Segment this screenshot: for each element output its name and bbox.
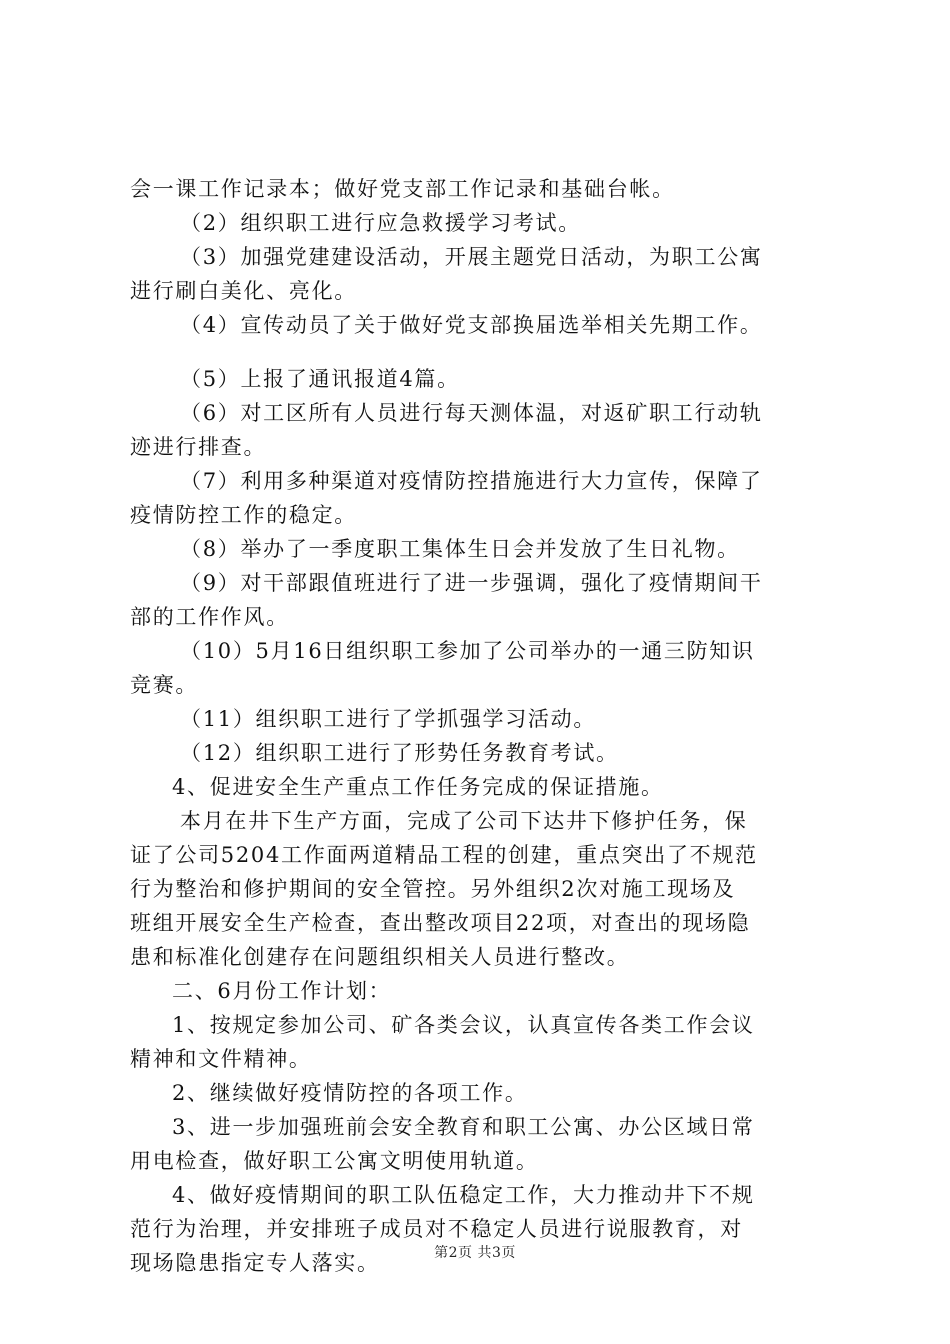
page-footer: 第2页 共3页 [434, 1245, 516, 1261]
list-item-6-continued: 迹进行排查。 [130, 435, 267, 459]
paragraph-line: 证了公司5204工作面两道精品工程的创建，重点突出了不规范 [130, 843, 758, 867]
list-item-3-continued: 进行刷白美化、亮化。 [130, 279, 357, 303]
plan-item-2: 2、继续做好疫情防控的各项工作。 [172, 1081, 528, 1105]
list-item-11: （11）组织职工进行了学抓强学习活动。 [180, 707, 597, 731]
plan-item-1: 1、按规定参加公司、矿各类会议，认真宣传各类工作会议 [172, 1013, 755, 1037]
list-item-10: （10）5月16日组织职工参加了公司举办的一通三防知识 [180, 639, 755, 663]
list-item-2: （2）组织职工进行应急救援学习考试。 [180, 211, 581, 235]
list-item-4: （4）宣传动员了关于做好党支部换届选举相关先期工作。 [180, 313, 763, 337]
list-item-7-continued: 疫情防控工作的稳定。 [130, 503, 357, 527]
plan-item-1-continued: 精神和文件精神。 [130, 1047, 312, 1071]
list-item-8: （8）举办了一季度职工集体生日会并发放了生日礼物。 [180, 537, 740, 561]
list-item-10-continued: 竞赛。 [130, 673, 199, 697]
list-item-9-continued: 部的工作作风。 [130, 605, 289, 629]
section-heading-plan: 二、6月份工作计划： [172, 979, 392, 1003]
list-item-12: （12）组织职工进行了形势任务教育考试。 [180, 741, 619, 765]
list-item-6: （6）对工区所有人员进行每天测体温，对返矿职工行动轨 [180, 401, 763, 425]
paragraph-line: 患和标准化创建存在问题组织相关人员进行整改。 [130, 945, 630, 969]
paragraph-line: 班组开展安全生产检查，查出整改项目22项，对查出的现场隐 [130, 911, 751, 935]
paragraph-line: 会一课工作记录本；做好党支部工作记录和基础台帐。 [130, 177, 675, 201]
plan-item-4: 4、做好疫情期间的职工队伍稳定工作，大力推动井下不规 [172, 1183, 755, 1207]
list-item-3: （3）加强党建建设活动，开展主题党日活动，为职工公寓 [180, 245, 763, 269]
list-item-7: （7）利用多种渠道对疫情防控措施进行大力宣传，保障了 [180, 469, 763, 493]
plan-item-3: 3、进一步加强班前会安全教育和职工公寓、办公区域日常 [172, 1115, 755, 1139]
paragraph-line: 行为整治和修护期间的安全管控。另外组织2次对施工现场及 [130, 877, 736, 901]
list-item-9: （9）对干部跟值班进行了进一步强调，强化了疫情期间干 [180, 571, 763, 595]
document-body [130, 172, 830, 1280]
blank-spacer [130, 342, 830, 362]
plan-item-4-continued: 范行为治理，并安排班子成员对不稳定人员进行说服教育，对 [130, 1217, 743, 1241]
plan-item-3-continued: 用电检查，做好职工公寓文明使用轨道。 [130, 1149, 539, 1173]
section-heading-4: 4、促进安全生产重点工作任务完成的保证措施。 [172, 775, 664, 799]
paragraph-line: 本月在井下生产方面，完成了公司下达井下修护任务，保 [180, 809, 748, 833]
list-item-5: （5）上报了通讯报道4篇。 [180, 367, 460, 391]
plan-item-4-continued: 现场隐患指定专人落实。 [130, 1251, 380, 1275]
